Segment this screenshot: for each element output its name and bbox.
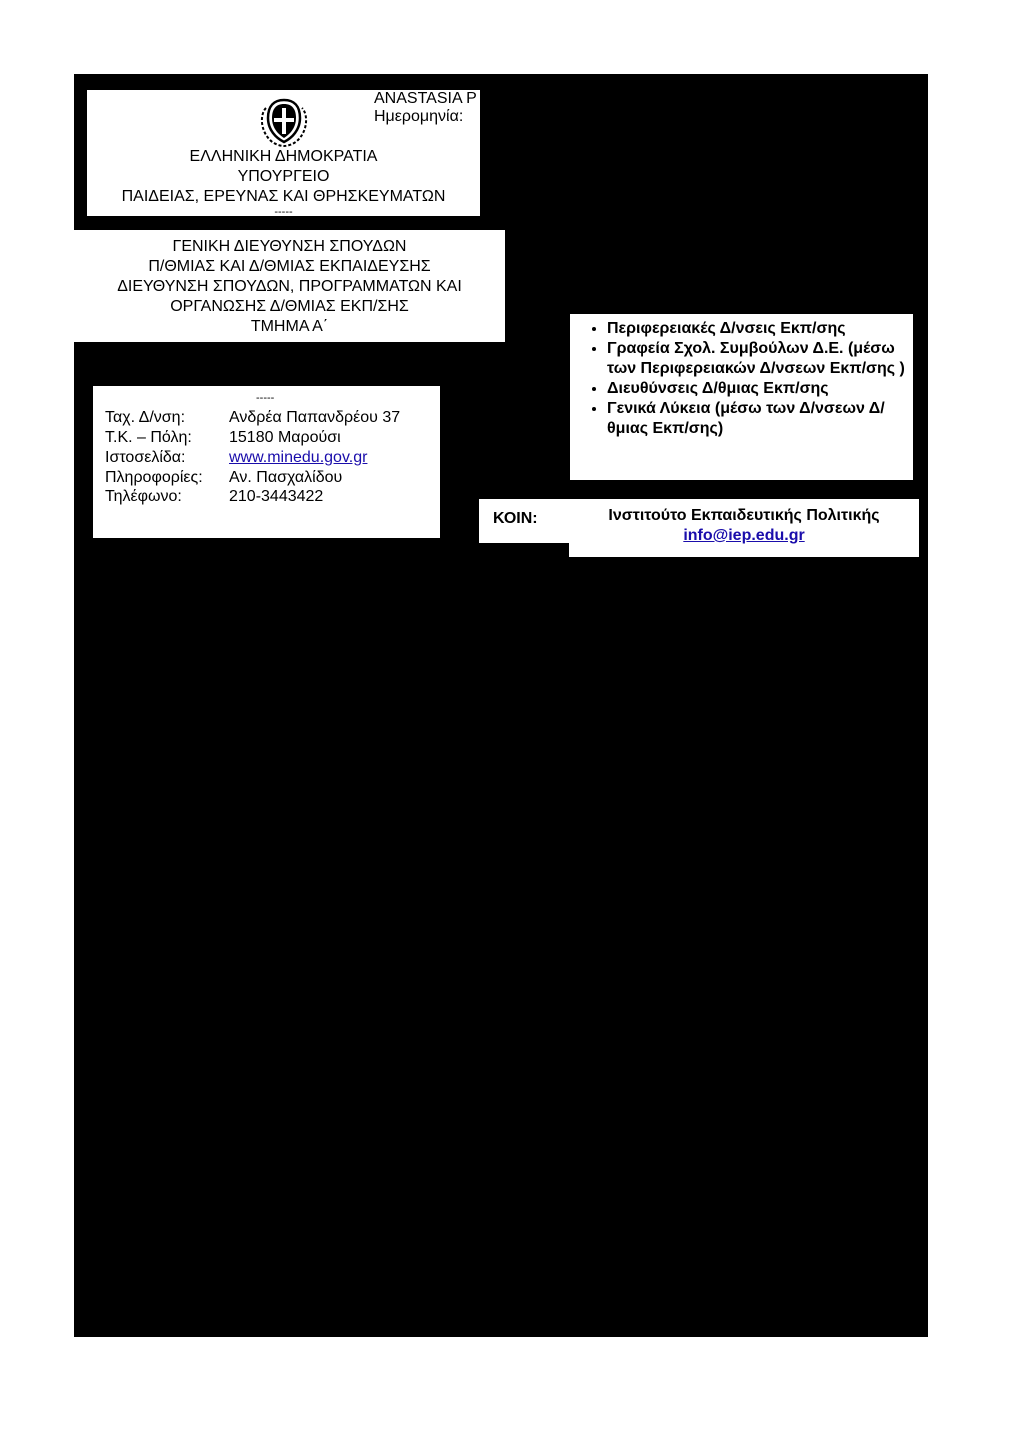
directorate-line: ΤΜΗΜΑ Α΄ — [250, 318, 329, 335]
directorate-line: ΔΙΕΥΘΥΝΣΗ ΣΠΟΥΔΩΝ, ΠΡΟΓΡΑΜΜΑΤΩΝ ΚΑΙ — [117, 278, 462, 295]
koin-label-box — [479, 499, 569, 543]
koin-email-link[interactable]: info@iep.edu.gr — [683, 527, 805, 544]
ministry-line: ΠΑΙΔΕΙΑΣ, ΕΡΕΥΝΑΣ ΚΑΙ ΘΡΗΣΚΕΥΜΑΤΩΝ — [121, 188, 446, 205]
contact-row-postcode — [105, 428, 341, 448]
signer-name: ANASTASIA P — [374, 90, 477, 107]
recipient-item: • Περιφερειακές Δ/νσεις Εκπ/σης — [607, 319, 905, 339]
greek-coat-of-arms-icon — [256, 94, 312, 148]
directorate-line: ΟΡΓΑΝΩΣΗΣ Δ/ΘΜΙΑΣ ΕΚΠ/ΣΗΣ — [170, 298, 409, 315]
separator: ----- — [256, 392, 275, 404]
koin-recipient-box — [569, 499, 919, 557]
contact-row-phone — [105, 487, 323, 507]
contact-value: Ανδρέα Παπανδρέου 37 — [229, 409, 401, 426]
separator: ----- — [274, 206, 293, 218]
recipients-list — [570, 314, 913, 480]
ministry-title — [87, 147, 480, 217]
directorate-line: Π/ΘΜΙΑΣ ΚΑΙ Δ/ΘΜΙΑΣ ΕΚΠΑΙΔΕΥΣΗΣ — [148, 258, 431, 275]
contact-label: Τ.Κ. – Πόλη: — [105, 429, 192, 446]
contact-value: Αν. Πασχαλίδου — [229, 469, 343, 486]
contact-label: Πληροφορίες: — [105, 469, 203, 486]
ministry-header — [87, 90, 480, 216]
contact-value: 15180 Μαρούσι — [229, 429, 341, 446]
recipient-item: • Γραφεία Σχολ. Συμβούλων Δ.Ε. (μέσω των Περιφερειακών Δ/νσεων Εκπ/σης ) — [607, 339, 905, 379]
contact-block — [93, 386, 440, 538]
ministry-line: ΕΛΛΗΝΙΚΗ ΔΗΜΟΚΡΑΤΙΑ — [189, 148, 378, 165]
website-link[interactable]: www.minedu.gov.gr — [229, 449, 368, 466]
contact-label: Ιστοσελίδα: — [105, 449, 186, 466]
recipient-item: • Γενικά Λύκεια (μέσω των Δ/νσεων Δ/θμιας Εκπ/σης) — [607, 399, 905, 439]
contact-row-address — [105, 408, 400, 428]
contact-label: Τηλέφωνο: — [105, 488, 182, 505]
signer-block — [374, 90, 480, 126]
koin-recipient: Ινστιτούτο Εκπαιδευτικής Πολιτικής — [608, 507, 880, 524]
directorate-block — [74, 230, 505, 342]
contact-value: 210-3443422 — [229, 488, 324, 505]
recipient-item: • Διευθύνσεις Δ/θμιας Εκπ/σης — [607, 379, 905, 399]
contact-row-website — [105, 448, 367, 468]
contact-label: Ταχ. Δ/νση: — [105, 409, 186, 426]
date-label: Ημερομηνία: — [374, 108, 464, 125]
ministry-line: ΥΠΟΥΡΓΕΙΟ — [237, 168, 330, 185]
contact-row-info — [105, 468, 342, 488]
koin-label: ΚΟΙΝ: — [493, 510, 538, 527]
directorate-line: ΓΕΝΙΚΗ ΔΙΕΥΘΥΝΣΗ ΣΠΟΥΔΩΝ — [172, 238, 407, 255]
